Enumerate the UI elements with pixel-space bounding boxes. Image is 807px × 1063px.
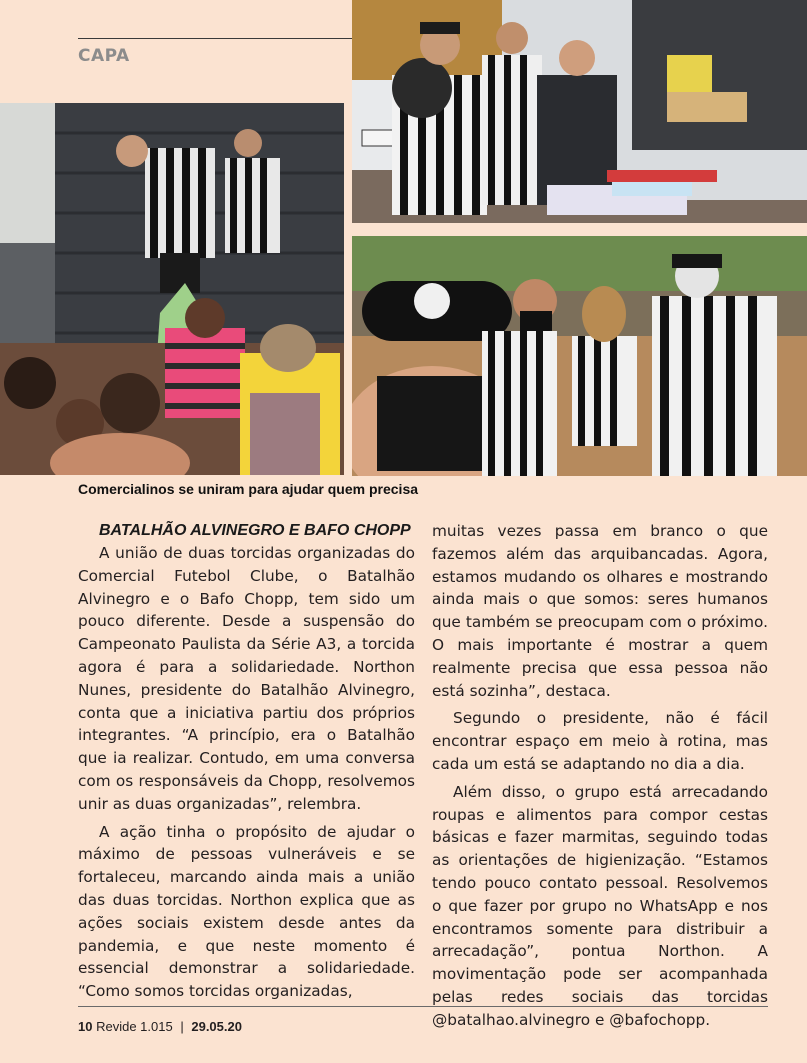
- article-column-right: [432, 520, 768, 1032]
- top-divider: [78, 38, 352, 39]
- page-footer: [78, 1019, 242, 1034]
- photo-food-distribution-truck: [0, 103, 344, 475]
- paragraph: Além disso, o grupo está arrecadando roupas e alimentos para compor cestas básicas e fazer marmitas, seguindo todas as orientações de higienização. “Estamos tendo pouco contato pessoal. Resolvemos o que fazer por grupo no WhatsApp e nos encontramos somente para distribuir a arrecadação”, pontua Northon. A movimentação pode ser acompanhada pelas redes sociais das torcidas @batalhao.alvinegro e @bafochopp.: [432, 782, 768, 1029]
- paragraph: muitas vezes passa em branco o que fazemos além das arquibancadas. Agora, estamos mudando os olhares e mostrando ainda mais o que somos: seres humanos que também se preocupam com o próximo. O mais importante é mostrar a quem realmente precisa que essa pessoa não está sozinha”, destaca.: [432, 522, 768, 700]
- page-number: 10: [78, 1019, 93, 1034]
- article-column-left: [78, 520, 415, 1003]
- paragraph: Segundo o presidente, não é fácil encontrar espaço em meio à rotina, mas cada um está se adaptando no dia a dia.: [432, 709, 768, 773]
- footer-separator: |: [180, 1019, 184, 1034]
- publication-name: Revide 1.015: [96, 1019, 173, 1034]
- photo-caption: Comercialinos se uniram para ajudar quem precisa: [78, 481, 419, 497]
- article-subhead: BATALHÃO ALVINEGRO E BAFO CHOPP: [99, 522, 411, 539]
- bottom-divider: [78, 1006, 768, 1007]
- section-label: CAPA: [78, 46, 130, 66]
- paragraph: A ação tinha o propósito de ajudar o máximo de pessoas vulneráveis e se fortaleceu, marcando ainda mais a união das duas torcidas. Northon explica que as ações sociais existem desde antes da pandemia, e que neste momento é essencial demonstrar a solidariedade. “Como somos torcidas organizadas,: [78, 822, 415, 1001]
- photo-loading-truck: [352, 0, 807, 223]
- issue-date: 29.05.20: [191, 1019, 242, 1034]
- paragraph: A união de duas torcidas organizadas do Comercial Futebol Clube, o Batalhão Alvinegro e o Bafo Chopp, tem sido um pouco diferente. Desde a suspensão do Campeonato Paulista da Série A3, a torcida agora é para a solidariedade. Northon Nunes, presidente do Batalhão Alvinegro, conta que a iniciativa partiu dos próprios integrantes. “A princípio, era o Batalhão que ia realizar. Contudo, em uma conversa com os responsáveis da Chopp, resolvemos unir as duas organizadas”, relembra.: [78, 544, 415, 813]
- photo-group-selfie: [352, 236, 807, 476]
